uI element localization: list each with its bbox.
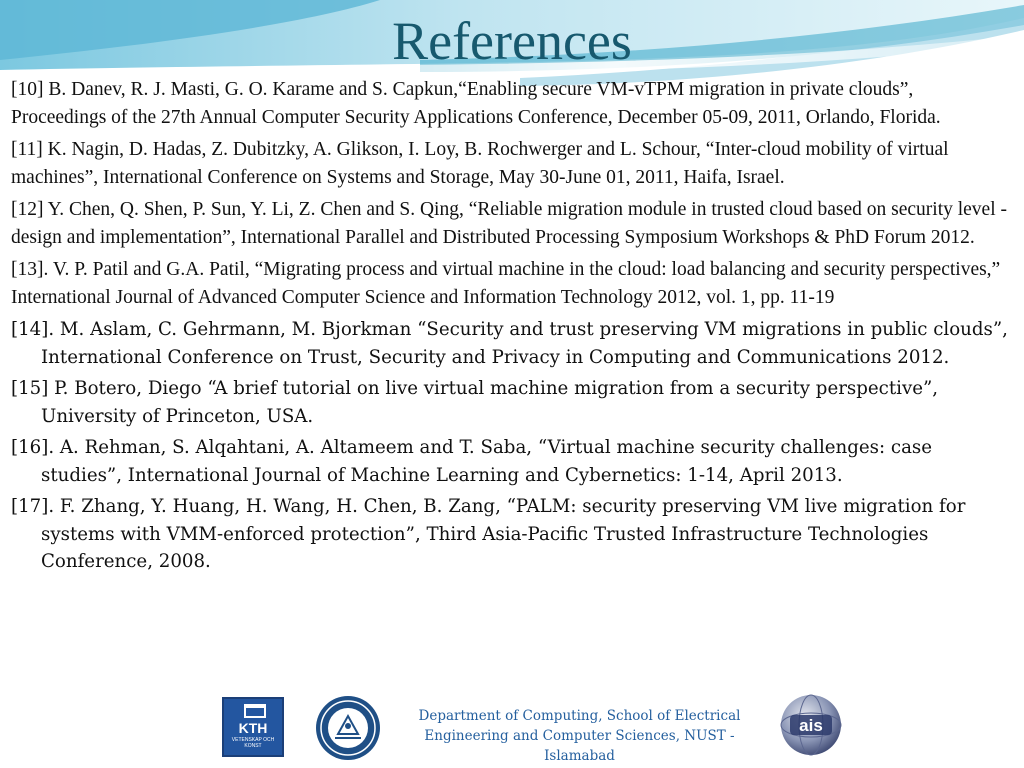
reference-list — [11, 76, 1013, 580]
reference-14: [14]. M. Aslam, C. Gehrmann, M. Bjorkman “Security and trust preserving VM migrations in public clouds”, International Conference on Trust, Security and Privacy in Computing and Communications 2012. — [11, 319, 1008, 368]
reference-10: [10] B. Danev, R. J. Masti, G. O. Karame and S. Capkun,“Enabling secure VM-vTPM migration in private clouds”, Proceedings of the 27th Annual Computer Security Applications Conference, December 05-09, 2011, Orlando, Florida. — [11, 79, 941, 128]
department-footer: Department of Computing, School of Electrical Engineering and Computer Sciences, NUST - Islamabad — [418, 708, 741, 764]
reference-17: [17]. F. Zhang, Y. Huang, H. Wang, H. Chen, B. Zang, “PALM: security preserving VM live migration for systems with VMM-enforced protection”, Third Asia-Pacific Trusted Infrastructure Technologies Conference, 2008. — [11, 496, 966, 572]
reference-15: [15] P. Botero, Diego “A brief tutorial on live virtual machine migration from a security perspective”, University of Princeton, USA. — [11, 378, 939, 427]
reference-11: [11] K. Nagin, D. Hadas, Z. Dubitzky, A. Glikson, I. Loy, B. Rochwerger and L. Schour, “Inter-cloud mobility of virtual machines”, International Conference on Systems and Storage, May 30-June 01, 2011, Haifa, Israel. — [11, 139, 949, 188]
reference-13: [13]. V. P. Patil and G.A. Patil, “Migrating process and virtual machine in the cloud: load balancing and security perspectives,” International Journal of Advanced Computer Science and Information Technology 2012, vol. 1, pp. 11-19 — [11, 259, 1001, 308]
crown-icon — [244, 704, 266, 718]
reference-12: [12] Y. Chen, Q. Shen, P. Sun, Y. Li, Z. Chen and S. Qing, “Reliable migration module in trusted cloud based on security level - design and implementation”, International Parallel and Distributed Processing Symposium Workshops & PhD Forum 2012. — [11, 199, 1007, 248]
kth-logo-subtext: VETENSKAP OCH KONST — [231, 737, 275, 749]
slide-title: References — [392, 11, 632, 71]
nust-seal-logo — [313, 694, 383, 762]
kth-logo — [222, 697, 284, 757]
ais-logo-text: ais — [799, 716, 823, 735]
ais-globe-logo — [780, 694, 842, 756]
reference-16: [16]. A. Rehman, S. Alqahtani, A. Altameem and T. Saba, “Virtual machine security challenges: case studies”, International Journal of Machine Learning and Cybernetics: 1-14, April 2013. — [11, 437, 933, 486]
kth-logo-text: KTH — [238, 720, 268, 736]
